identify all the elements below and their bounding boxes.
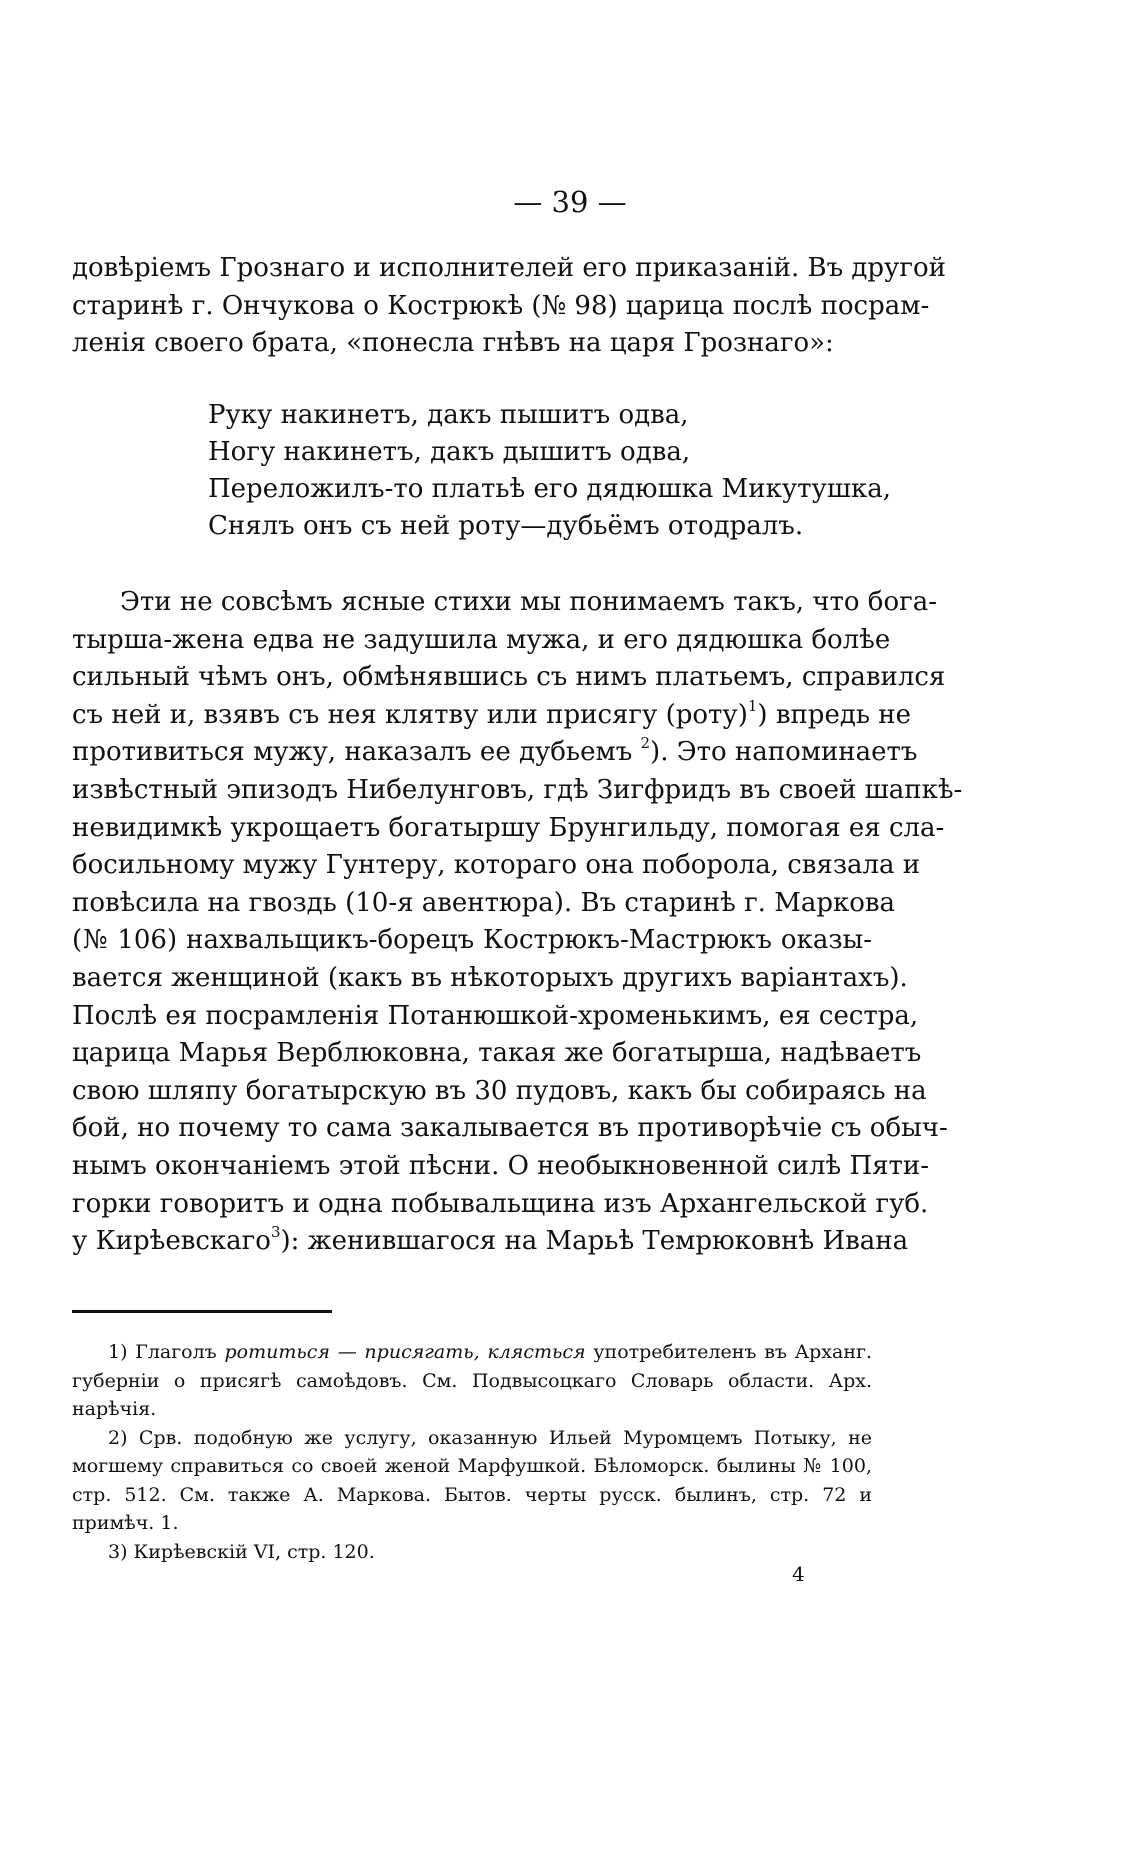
text-line: босильному мужу Гунтеру, котораго она поборола, связала и — [72, 850, 921, 881]
footnote-ref-3[interactable]: 3 — [270, 1223, 281, 1242]
text-line: невидимкѣ укрощаетъ богатыршу Брунгильду, помогая ея сла- — [72, 812, 945, 843]
page-number: — 39 — — [513, 185, 627, 219]
footnote-3 — [72, 1538, 872, 1567]
text-line — [72, 1223, 909, 1261]
text-line: вается женщиной (какъ въ нѣкоторыхъ другихъ варіантахъ). — [72, 962, 908, 993]
printer-signature-mark: 4 — [792, 1562, 805, 1586]
text-line: нымъ окончаніемъ этой пѣсни. О необыкновенной силѣ Пяти- — [72, 1150, 930, 1181]
text-fragment: употребителенъ въ Арханг. — [585, 1341, 872, 1363]
footnote-line: губерніи о присягѣ самоѣдовъ. См. Подвысоцкаго Словарь области. Арх. — [72, 1369, 872, 1392]
footnote-ref-2[interactable]: 2 — [640, 734, 651, 753]
text-line: ленія своего брата, «понесла гнѣвъ на царя Грознаго»: — [72, 328, 834, 359]
text-line: свою шляпу богатырскую въ 30 пудовъ, какъ бы собираясь на — [72, 1075, 927, 1106]
footnote-line: могшему справиться со своей женой Марфушкой. Бѣломорск. былины № 100, — [72, 1455, 872, 1477]
footnote-line: 3) Кирѣевскій VI, стр. 120. — [108, 1540, 375, 1563]
verse-line: Руку накинетъ, дакъ пышитъ одва, — [208, 400, 689, 430]
text-line: извѣстный эпизодъ Нибелунговъ, гдѣ Зигфридъ въ своей шапкѣ- — [72, 774, 963, 805]
italic-terms: ротиться — присягать, клясться — [224, 1341, 586, 1363]
text-line: горки говоритъ и одна побывальщина изъ Архангельской губ. — [72, 1188, 929, 1219]
intro-paragraph — [72, 250, 946, 363]
footnote-1 — [72, 1338, 872, 1424]
text-line: съ ней и, взявъ съ нея клятву или присягу (роту)$^1$) впредь не — [72, 696, 911, 730]
footnote-line: 2) Срв. подобную же услугу, оказанную Ильей Муромцемъ Потыку, не — [108, 1426, 872, 1449]
main-paragraph — [72, 584, 963, 1261]
text-fragment: у Кирѣевскаго — [72, 1226, 271, 1257]
text-line: старинѣ г. Ончукова о Кострюкѣ (№ 98) царица послѣ посрам- — [72, 290, 930, 321]
footnote-ref-1[interactable]: 1 — [747, 696, 758, 715]
text-line: сильный чѣмъ онъ, обмѣнявшись съ нимъ платьемъ, справился — [72, 662, 946, 693]
text-line: бой, но почему то сама закалывается въ противорѣчіе съ обыч- — [72, 1113, 948, 1144]
footnote-divider — [72, 1310, 332, 1313]
verse-line: Снялъ онъ съ ней роту—дубьёмъ отодралъ. — [208, 511, 804, 541]
footnote-line: стр. 512. См. также А. Маркова. Бытов. черты русск. былинъ, стр. 72 и — [72, 1483, 872, 1506]
verse-quote — [208, 397, 891, 545]
text-line: довѣріемъ Грознаго и исполнителей его приказаній. Въ другой — [72, 253, 946, 283]
text-line: тырша-жена едва не задушила мужа, и его дядюшка болѣе — [72, 624, 891, 655]
footnote-line — [72, 1338, 872, 1367]
footnote-line: нарѣчія. — [72, 1398, 157, 1420]
text-fragment: 1) Глаголъ — [108, 1341, 225, 1363]
text-line: Эти не совсѣмъ ясные стихи мы понимаемъ такъ, что бога- — [120, 587, 938, 617]
verse-line: Переложилъ-то платьѣ его дядюшка Микутушка, — [208, 474, 892, 504]
footnote-2 — [72, 1424, 872, 1538]
text-fragment: . Это напоминаетъ — [660, 737, 918, 768]
text-fragment: противиться мужу, наказалъ ее дубьемъ — [72, 737, 641, 768]
text-fragment: впредь не — [767, 699, 911, 730]
text-line: Послѣ ея посрамленія Потанюшкой-хроменькимъ, ея сестра, — [72, 1000, 919, 1031]
verse-line: Ногу накинетъ, дакъ дышитъ одва, — [208, 437, 691, 467]
text-fragment: съ ней и, взявъ съ нея клятву или присягу (роту) — [72, 699, 748, 730]
text-line: (№ 106) нахвальщикъ-борецъ Кострюкъ-Мастрюкъ оказы- — [72, 925, 872, 956]
footnotes — [72, 1338, 872, 1566]
text-line: царица Марья Верблюковна, такая же богатырша, надѣваетъ — [72, 1038, 922, 1069]
text-line: повѣсила на гвоздь (10-я авентюра). Въ старинѣ г. Маркова — [72, 887, 896, 918]
footnote-line: примѣч. 1. — [72, 1512, 179, 1534]
text-fragment: ): женившагося на Марьѣ Темрюковнѣ Ивана — [280, 1226, 909, 1257]
text-line: противиться мужу, наказалъ ее дубьемъ $^2$). Это напоминаетъ — [72, 734, 918, 768]
